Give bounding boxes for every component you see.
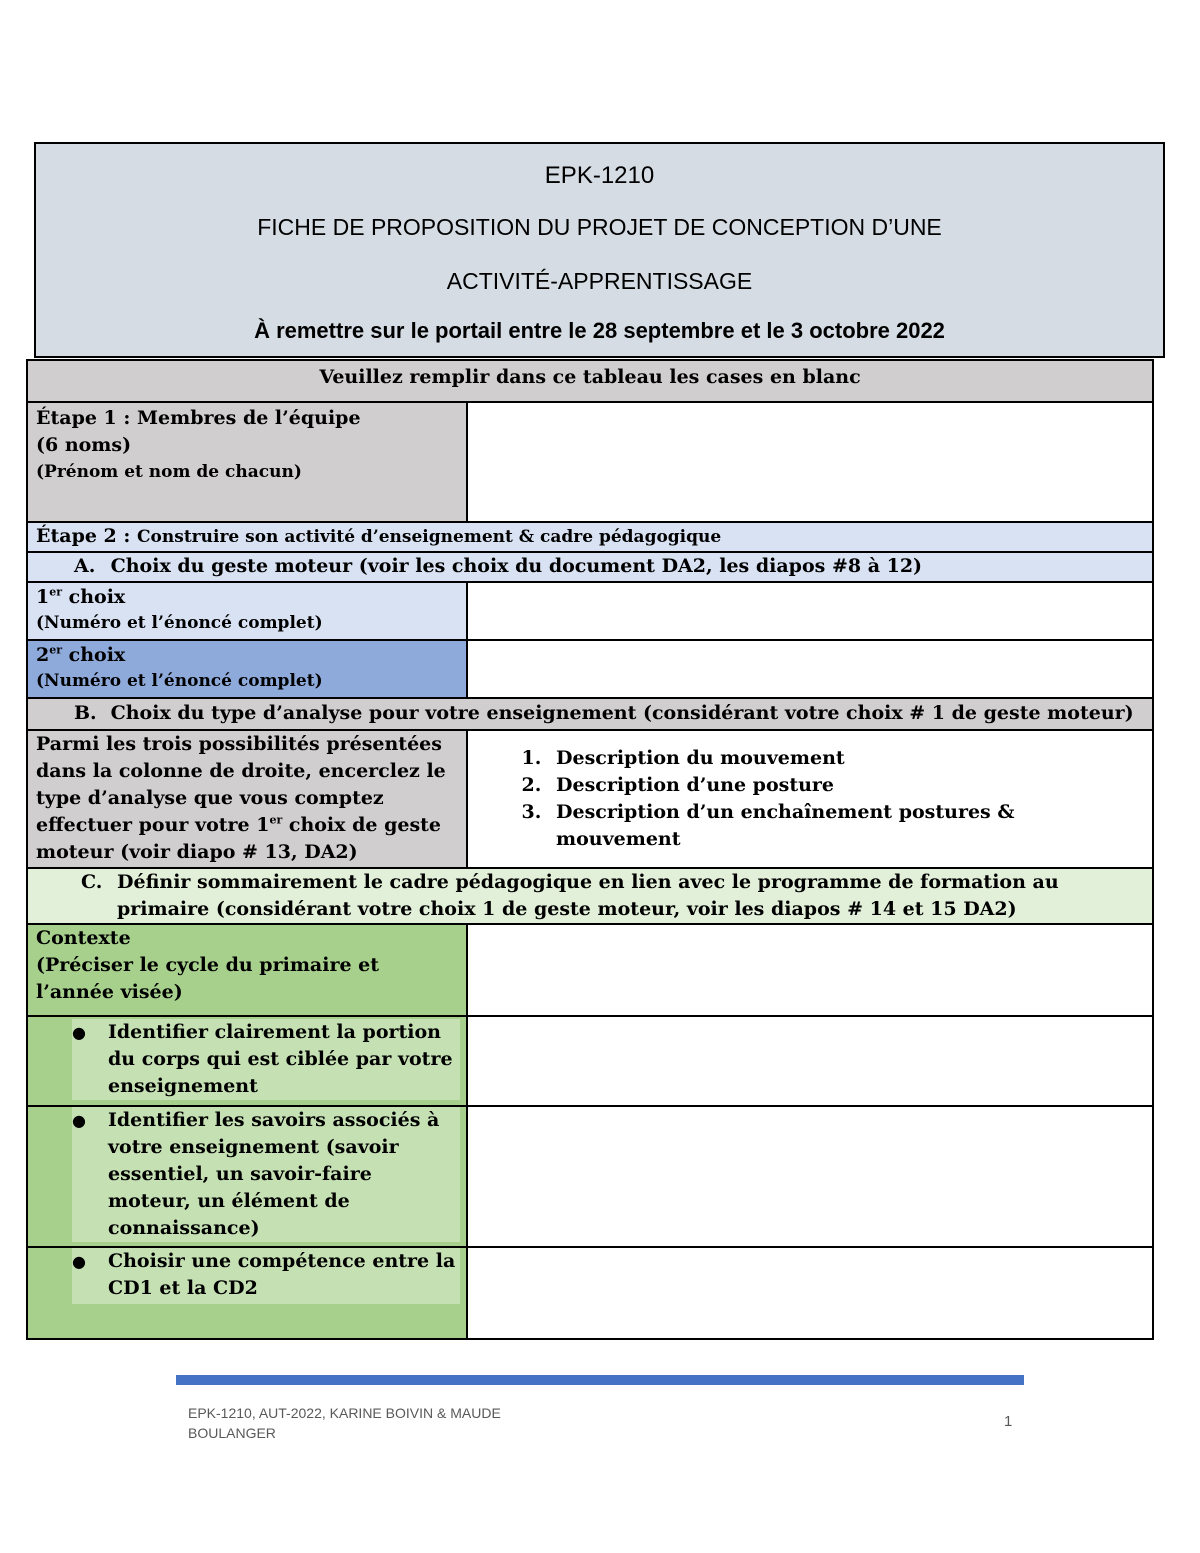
- instruction-row: [27, 360, 1153, 402]
- choice1-label-cell: [27, 582, 467, 640]
- section-b-letter: B.: [74, 702, 97, 724]
- step1-label-cell: [27, 402, 467, 522]
- submission-deadline: À remettre sur le portail entre le 28 septembre et le 3 octobre 2022: [254, 318, 945, 343]
- instruction-cell: [27, 360, 1153, 402]
- document-title-line2: ACTIVITÉ-APPRENTISSAGE: [446, 268, 753, 294]
- section-a-letter: A.: [74, 555, 96, 577]
- choice1-note: (Numéro et l’énoncé complet): [36, 613, 323, 633]
- bullet2-label-cell: [27, 1106, 467, 1247]
- step2-row: [27, 522, 1153, 552]
- step2-cell: [27, 522, 1153, 552]
- section-c-header: [27, 868, 1153, 924]
- choice1-answer-field[interactable]: [467, 582, 1153, 640]
- bullet2-text: Identifier les savoirs associés à votre enseignement (savoir essentiel, un savoir-faire moteur, un élément de connaissance): [108, 1109, 440, 1239]
- bullet-icon: ●: [72, 1252, 86, 1271]
- step2-title: Construire son activité d’enseignement & cadre pédagogique: [137, 527, 722, 547]
- section-a-title: Choix du geste moteur (voir les choix du document DA2, les diapos #8 à 12): [110, 555, 923, 577]
- choice1-label: 1er choix: [36, 585, 126, 608]
- section-a-row: [27, 552, 1153, 582]
- analysis-option-1[interactable]: 1. Description du mouvement: [548, 745, 1144, 772]
- bullet2-answer-field[interactable]: [467, 1106, 1153, 1247]
- analysis-type-row: [27, 730, 1153, 868]
- analysis-instruction-cell: [27, 730, 467, 868]
- analysis-option-3[interactable]: 3. Description d’un enchaînement postures & mouvement: [548, 799, 1144, 853]
- bullet3-text: Choisir une compétence entre la CD1 et la CD2: [108, 1250, 456, 1299]
- footer-divider: [176, 1375, 1024, 1385]
- bullet-icon: ●: [72, 1023, 86, 1042]
- bullet3-answer-field[interactable]: [467, 1247, 1153, 1339]
- context-title: Contexte: [36, 927, 131, 949]
- step2-prefix: Étape 2 :: [36, 525, 131, 547]
- step1-note: (Prénom et nom de chacun): [36, 462, 302, 482]
- choice2-label-cell: [27, 640, 467, 698]
- choice1-row: [27, 582, 1153, 640]
- step1-title: Étape 1 : Membres de l’équipe: [36, 407, 361, 429]
- step1-row: [27, 402, 1153, 522]
- document-title-line1: FICHE DE PROPOSITION DU PROJET DE CONCEPTION D’UNE: [257, 214, 942, 240]
- step1-answer-field[interactable]: [467, 402, 1153, 522]
- bullet1-text: Identifier clairement la portion du corps qui est ciblée par votre enseignement: [108, 1021, 453, 1097]
- section-c-title: Définir sommairement le cadre pédagogique en lien avec le programme de formation au primaire (considérant votre choix 1 de geste moteur, voir les diapos # 14 et 15 DA2): [117, 871, 1059, 920]
- analysis-options-cell: [467, 730, 1153, 868]
- footer-text: EPK-1210, AUT-2022, KARINE BOIVIN & MAUDE BOULANGER: [188, 1405, 501, 1441]
- context-note: (Préciser le cycle du primaire et l’année visée): [36, 954, 380, 1003]
- document-header: [34, 142, 1165, 358]
- bullet-icon: ●: [72, 1111, 86, 1130]
- section-b-header: [27, 698, 1153, 730]
- context-label-cell: [27, 924, 467, 1016]
- bullet2-row: [27, 1106, 1153, 1247]
- section-c-letter: C.: [81, 871, 103, 893]
- analysis-option-2[interactable]: 2. Description d’une posture: [548, 772, 1144, 799]
- choice2-row: [27, 640, 1153, 698]
- bullet1-answer-field[interactable]: [467, 1016, 1153, 1106]
- section-c-row: [27, 868, 1153, 924]
- choice2-answer-field[interactable]: [467, 640, 1153, 698]
- bullet3-label-cell: [27, 1247, 467, 1339]
- section-a-header: [27, 552, 1153, 582]
- step1-count: (6 noms): [36, 434, 132, 456]
- bullet3-row: [27, 1247, 1153, 1339]
- context-answer-field[interactable]: [467, 924, 1153, 1016]
- choice2-label: 2er choix: [36, 643, 126, 666]
- proposal-form-table: [26, 359, 1154, 1340]
- section-b-title: Choix du type d’analyse pour votre enseignement (considérant votre choix # 1 de geste moteur): [110, 702, 1134, 724]
- context-row: [27, 924, 1153, 1016]
- choice2-note: (Numéro et l’énoncé complet): [36, 671, 323, 691]
- section-b-row: [27, 698, 1153, 730]
- instruction-text: Veuillez remplir dans ce tableau les cases en blanc: [319, 366, 861, 388]
- course-code: EPK-1210: [544, 162, 655, 189]
- bullet1-row: [27, 1016, 1153, 1106]
- page-number: 1: [1004, 1413, 1013, 1430]
- analysis-instruction: Parmi les trois possibilités présentées dans la colonne de droite, encerclez le type d’analyse que vous comptez effectuer pour votre 1er choix de geste moteur (voir diapo # 13, DA2): [36, 733, 446, 863]
- bullet1-label-cell: [27, 1016, 467, 1106]
- analysis-options-list: [476, 745, 1144, 853]
